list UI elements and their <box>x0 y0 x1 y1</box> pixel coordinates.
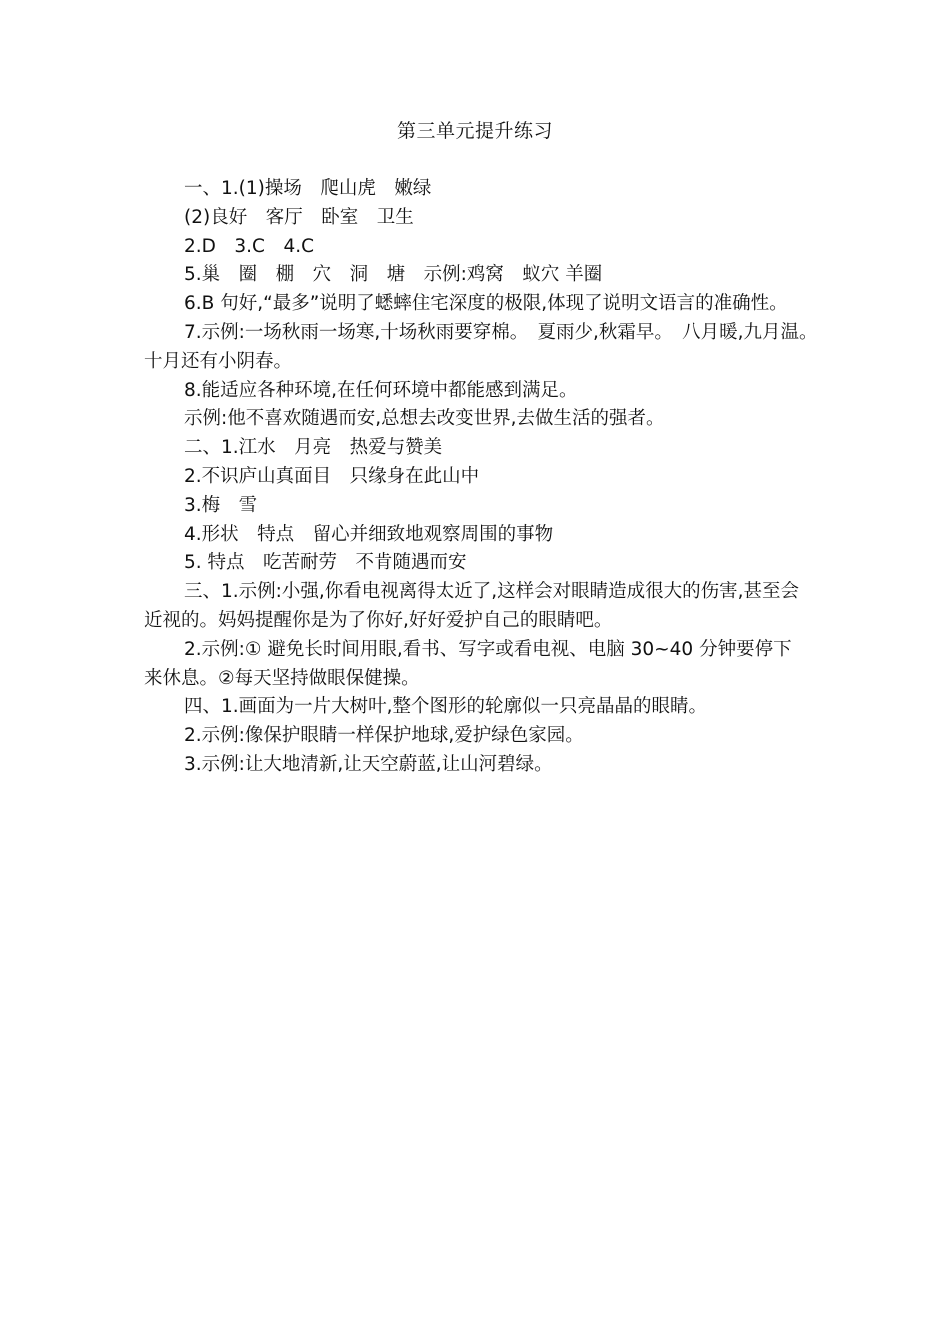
answer-line-14: 三、1.示例:小强,你看电视离得太近了,这样会对眼睛造成很大的伤害,甚至会近视的。妈妈提醒你是为了你好,好好爱护自己的眼睛吧。 <box>144 581 800 631</box>
answer-line-3: 2.D 3.C 4.C <box>184 235 315 257</box>
answer-line-18: 3.示例:让大地清新,让天空蔚蓝,让山河碧绿。 <box>184 753 553 775</box>
answer-line-8: 示例:他不喜欢随遇而安,总想去改变世界,去做生活的强者。 <box>184 408 665 430</box>
answer-line-12: 4.形状 特点 留心并细致地观察周围的事物 <box>184 523 554 545</box>
answer-line-17: 2.示例:像保护眼睛一样保护地球,爱护绿色家园。 <box>184 725 584 747</box>
answer-line-13: 5. 特点 吃苦耐劳 不肯随遇而安 <box>184 552 467 574</box>
answer-line-6: 7.示例:一场秋雨一场寒,十场秋雨要穿棉。 夏雨少,秋霜早。 八月暖,九月温。 十月还有小阴春。 <box>144 321 827 372</box>
answer-line-15: 2.示例:① 避免长时间用眼,看书、写字或看电视、电脑 30~40 分钟要停下来休息。②每天坚持做眼保健操。 <box>144 638 792 689</box>
document-title: 第三单元提升练习 <box>396 120 553 142</box>
answer-line-2: (2)良好 客厅 卧室 卫生 <box>184 206 414 228</box>
answer-line-16: 四、1.画面为一片大树叶,整个图形的轮廓似一只亮晶晶的眼睛。 <box>184 696 708 718</box>
answer-line-9: 二、1.江水 月亮 热爱与赞美 <box>184 437 443 459</box>
answer-line-11: 3.梅 雪 <box>184 494 258 516</box>
answer-line-1: 一、1.(1)操场 爬山虎 嫩绿 <box>184 178 432 199</box>
answer-line-5: 6.B 句好,“最多”说明了蟋蟀住宅深度的极限,体现了说明文语言的准确性。 <box>184 293 788 315</box>
answer-list <box>144 175 827 780</box>
answer-line-4: 5.巢 圈 棚 穴 洞 塘 示例:鸡窝 蚁穴 羊圈 <box>184 264 603 286</box>
answer-line-10: 2.不识庐山真面目 只缘身在此山中 <box>184 465 480 487</box>
answer-line-7: 8.能适应各种环境,在任何环境中都能感到满足。 <box>184 379 578 401</box>
